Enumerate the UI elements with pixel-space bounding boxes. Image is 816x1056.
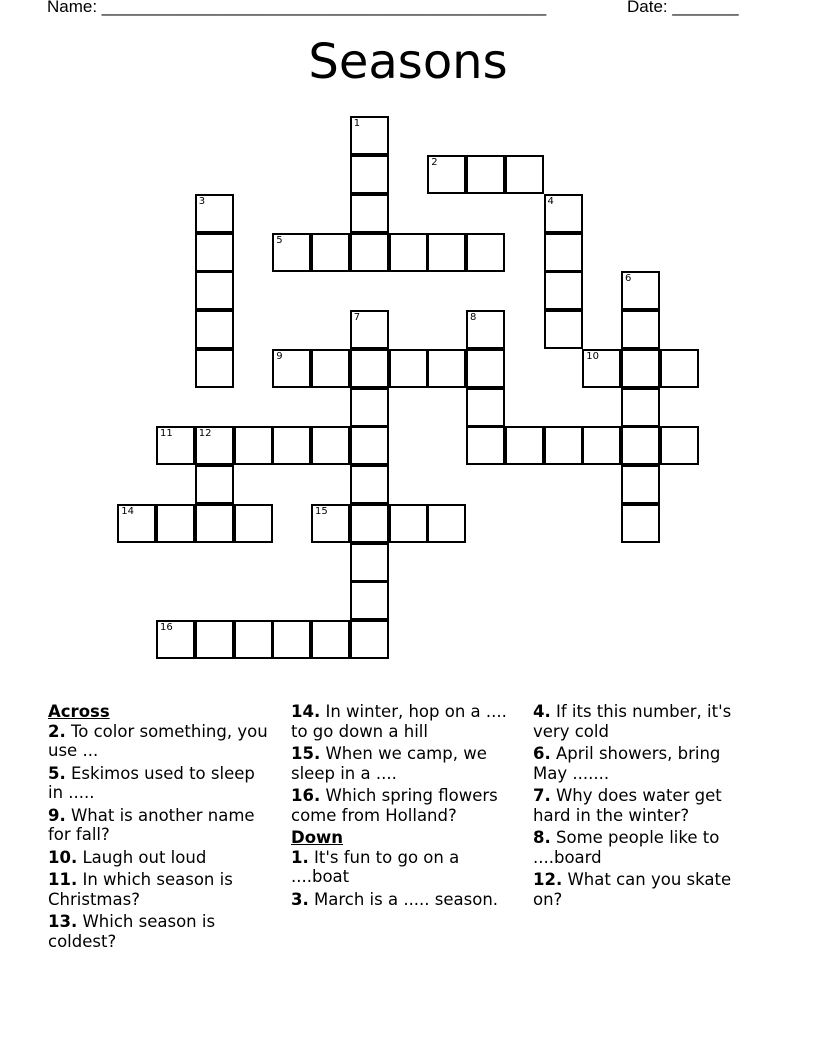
down-heading: Down: [291, 828, 344, 847]
cell-number: 14: [121, 505, 134, 517]
cell-number: 9: [276, 350, 283, 362]
crossword-cell[interactable]: [582, 426, 621, 465]
crossword-cell[interactable]: [350, 233, 389, 272]
crossword-cell[interactable]: [350, 155, 389, 194]
clues-column-1: [48, 702, 273, 954]
crossword-cell[interactable]: [311, 620, 350, 659]
cell-number: 3: [198, 195, 206, 207]
clue-down-3: [291, 890, 516, 910]
crossword-cell[interactable]: [195, 233, 234, 272]
clue-down-12: [533, 870, 758, 909]
crossword-cell[interactable]: [350, 426, 389, 465]
crossword-cell[interactable]: [466, 310, 505, 349]
crossword-cell[interactable]: [272, 426, 311, 465]
crossword-cell[interactable]: [544, 426, 583, 465]
crossword-cell[interactable]: [582, 349, 621, 388]
crossword-cell[interactable]: [621, 465, 660, 504]
name-field-label: Name: _______________________________________________: [47, 0, 547, 16]
clue-down-7: [533, 786, 758, 825]
crossword-cell[interactable]: [350, 620, 389, 659]
crossword-cell[interactable]: [660, 426, 699, 465]
crossword-cell[interactable]: [350, 310, 389, 349]
clue-across-14: [291, 702, 516, 741]
clue-text: Which spring flowers come from Holland?: [291, 786, 498, 825]
clue-across-11: [48, 870, 273, 909]
crossword-cell[interactable]: [156, 504, 195, 543]
clue-text: March is a ..... season.: [308, 889, 499, 909]
clue-number: 15.: [291, 744, 321, 763]
crossword-cell[interactable]: [621, 426, 660, 465]
clue-across-2: [48, 722, 273, 761]
clue-across-13: [48, 912, 273, 951]
cell-number: 7: [353, 312, 361, 323]
crossword-cell[interactable]: [350, 194, 389, 233]
clue-number: 10.: [48, 847, 78, 867]
crossword-cell[interactable]: [350, 543, 389, 582]
crossword-cell[interactable]: [621, 310, 660, 349]
crossword-cell[interactable]: [621, 504, 660, 543]
cell-number: 15: [315, 505, 328, 517]
crossword-cell[interactable]: [350, 388, 389, 427]
crossword-cell[interactable]: [195, 271, 234, 310]
clue-number: 7.: [533, 786, 551, 805]
cell-number: 6: [625, 273, 632, 285]
crossword-cell[interactable]: [272, 620, 311, 659]
cell-number: 8: [470, 312, 477, 323]
clue-text: Some people like to ....board: [533, 828, 720, 867]
clue-number: 9.: [48, 805, 66, 825]
crossword-cell[interactable]: [350, 116, 389, 155]
date-field-label: Date: _______: [627, 0, 739, 16]
clue-number: 13.: [48, 912, 78, 931]
clue-text: To color something, you use ...: [48, 721, 268, 760]
clue-down-8: [533, 828, 758, 867]
cell-number: 4: [547, 195, 554, 207]
crossword-cell[interactable]: [156, 426, 195, 465]
clue-number: 6.: [533, 744, 551, 763]
crossword-cell[interactable]: [427, 504, 466, 543]
clue-across-5: [48, 764, 273, 803]
crossword-cell[interactable]: [427, 155, 466, 194]
clue-text: April showers, bring May .......: [533, 744, 721, 783]
clue-text: It's fun to go on a ....boat: [291, 847, 460, 886]
crossword-cell[interactable]: [466, 426, 505, 465]
crossword-cell[interactable]: [350, 465, 389, 504]
crossword-cell[interactable]: [195, 504, 234, 543]
clue-text: In which season is Christmas?: [48, 870, 233, 909]
crossword-cell[interactable]: [544, 233, 583, 272]
crossword-cell[interactable]: [544, 310, 583, 349]
crossword-cell[interactable]: [195, 194, 234, 233]
crossword-cell[interactable]: [389, 504, 428, 543]
clue-across-15: [291, 744, 516, 783]
crossword-cell[interactable]: [117, 504, 156, 543]
crossword-cell[interactable]: [195, 465, 234, 504]
crossword-cell[interactable]: [660, 349, 699, 388]
clue-number: 2.: [48, 721, 66, 741]
crossword-cell[interactable]: [466, 233, 505, 272]
crossword-cell[interactable]: [311, 233, 350, 272]
clue-text: If its this number, it's very cold: [533, 702, 732, 741]
crossword-cell[interactable]: [544, 271, 583, 310]
cell-number: 5: [276, 234, 283, 246]
crossword-cell[interactable]: [389, 349, 428, 388]
cell-number: 10: [586, 350, 599, 362]
cell-number: 16: [160, 622, 173, 633]
clue-down-6: [533, 744, 758, 783]
crossword-cell[interactable]: [311, 426, 350, 465]
clue-number: 16.: [291, 786, 321, 805]
crossword-cell[interactable]: [544, 194, 583, 233]
clue-across-10: [48, 848, 273, 868]
clue-number: 3.: [291, 889, 309, 909]
crossword-cell[interactable]: [234, 504, 273, 543]
clue-text: What can you skate on?: [533, 870, 732, 909]
crossword-cell[interactable]: [350, 504, 389, 543]
clue-down-4: [533, 702, 758, 741]
clue-text: Eskimos used to sleep in .....: [48, 763, 255, 802]
crossword-cell[interactable]: [621, 271, 660, 310]
crossword-cell[interactable]: [621, 388, 660, 427]
clue-text: In winter, hop on a .... to go down a hill: [291, 702, 507, 741]
clue-number: 8.: [533, 828, 551, 847]
clue-number: 5.: [48, 763, 66, 783]
cell-number: 2: [431, 157, 438, 168]
crossword-cell[interactable]: [466, 155, 505, 194]
clue-text: Laugh out loud: [77, 847, 207, 867]
clue-text: What is another name for fall?: [48, 805, 255, 844]
crossword-cell[interactable]: [311, 504, 350, 543]
cell-number: 11: [160, 428, 173, 440]
crossword-cell[interactable]: [505, 155, 544, 194]
clue-text: When we camp, we sleep in a ....: [291, 744, 487, 783]
crossword-cell[interactable]: [389, 233, 428, 272]
crossword-cell[interactable]: [427, 233, 466, 272]
crossword-cell[interactable]: [350, 581, 389, 620]
clue-text: Which season is coldest?: [48, 912, 216, 951]
clue-across-16: [291, 786, 516, 825]
across-heading: Across: [48, 702, 110, 721]
clues-column-3: [533, 702, 758, 912]
crossword-cell[interactable]: [505, 426, 544, 465]
clues-column-2: [291, 702, 516, 912]
crossword-cell[interactable]: [234, 620, 273, 659]
crossword-cell[interactable]: [272, 349, 311, 388]
clue-number: 11.: [48, 870, 78, 889]
crossword-cell[interactable]: [621, 349, 660, 388]
clue-number: 1.: [291, 847, 309, 867]
crossword-cell[interactable]: [272, 233, 311, 272]
crossword-cell[interactable]: [350, 349, 389, 388]
cell-number: 1: [353, 118, 361, 130]
crossword-cell[interactable]: [195, 620, 234, 659]
cell-number: 12: [198, 428, 212, 440]
crossword-cell[interactable]: [195, 349, 234, 388]
crossword-cell[interactable]: [427, 349, 466, 388]
crossword-cell[interactable]: [156, 620, 195, 659]
clue-text: Why does water get hard in the winter?: [533, 786, 722, 825]
crossword-cell[interactable]: [311, 349, 350, 388]
crossword-cell[interactable]: [466, 349, 505, 388]
crossword-cell[interactable]: [234, 426, 273, 465]
page-title: Seasons: [308, 34, 508, 90]
clue-number: 12.: [533, 870, 563, 889]
crossword-cell[interactable]: [466, 388, 505, 427]
clue-number: 14.: [291, 702, 321, 721]
clue-down-1: [291, 848, 516, 887]
crossword-cell[interactable]: [195, 426, 234, 465]
clue-across-9: [48, 806, 273, 845]
clue-number: 4.: [533, 702, 551, 721]
crossword-cell[interactable]: [195, 310, 234, 349]
